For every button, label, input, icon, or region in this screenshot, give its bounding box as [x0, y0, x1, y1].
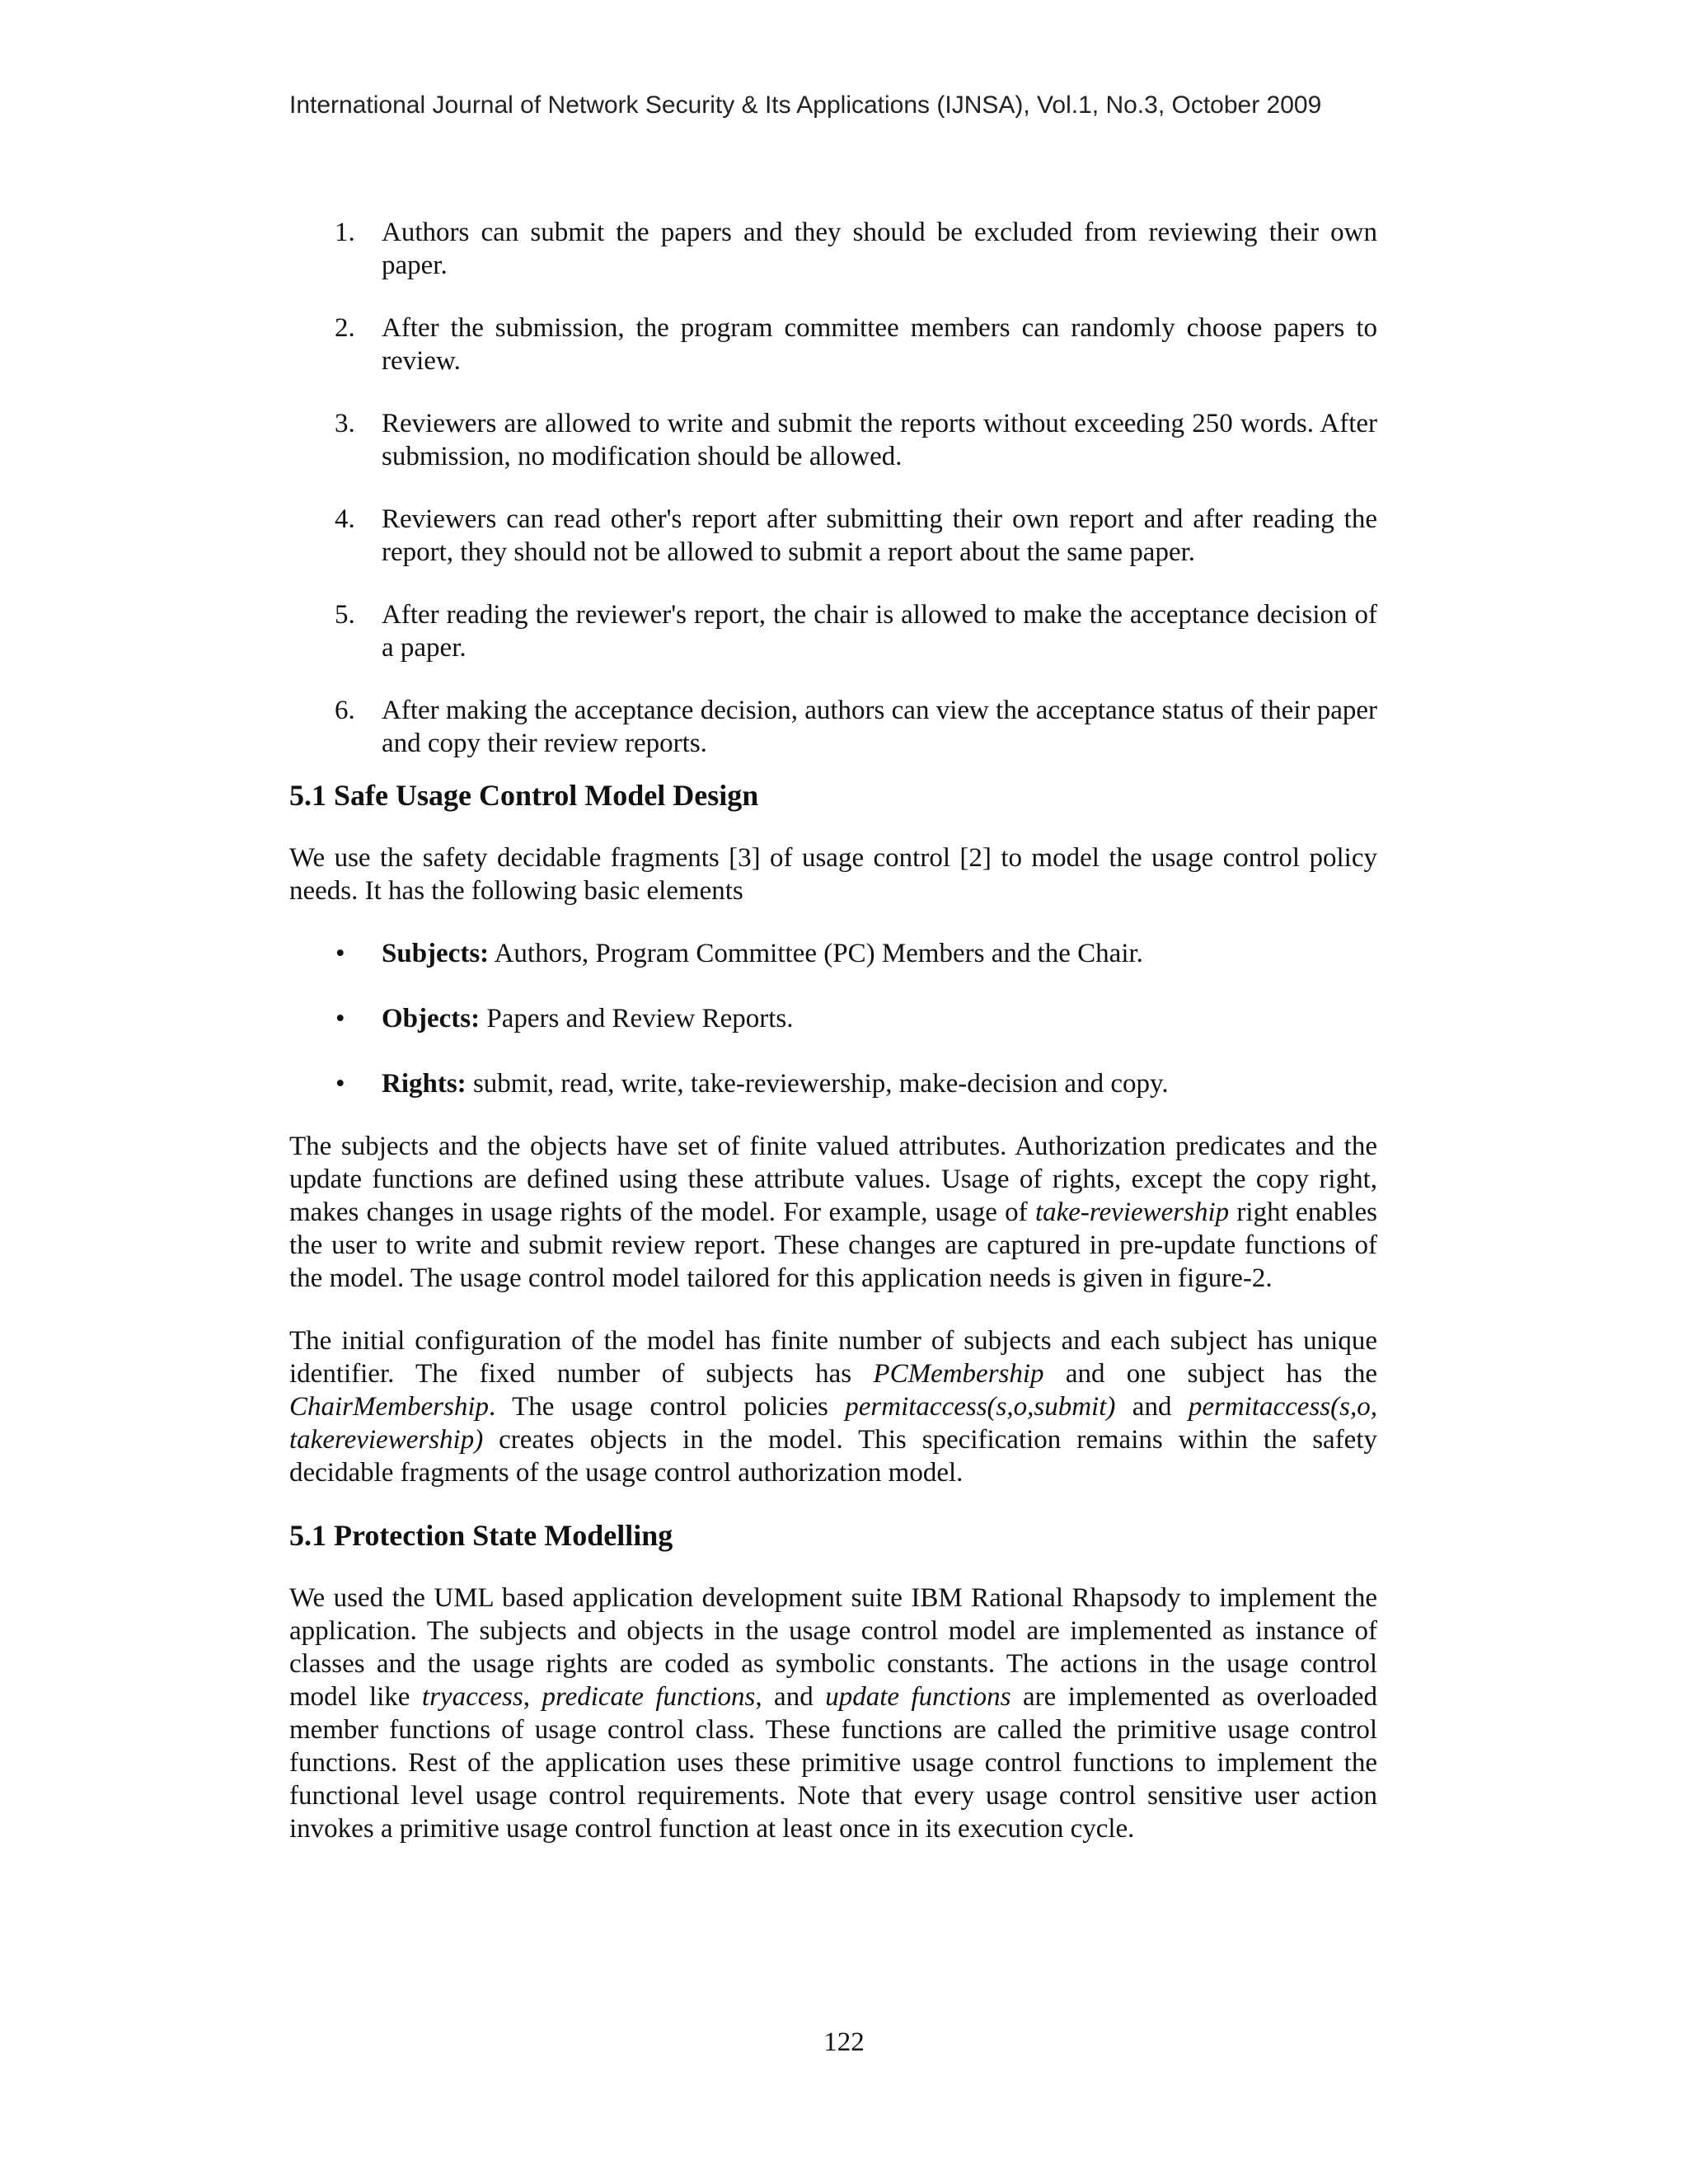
list-item: [289, 598, 1377, 664]
paragraph-attributes: [289, 1130, 1377, 1295]
bullet-desc: Authors, Program Committee (PC) Members and the Chair.: [489, 939, 1143, 968]
text-run: creates objects in the model. This specification remains within the safety decidable fragments of the usage control authorization model.: [289, 1425, 1377, 1488]
bullet-desc: submit, read, write, take-reviewership, make-decision and copy.: [466, 1069, 1169, 1099]
list-item: [289, 312, 1377, 377]
italic-term: permitaccess(s,o,submit): [845, 1392, 1116, 1422]
elements-list: [289, 937, 1377, 1100]
text-run: We used the UML based application development suite IBM Rational Rhapsody to implement the application. The subjects and objects in the usage control model are implemented as instance of classes and the usage rights are coded as symbolic constants. The actions in the usage control model like: [289, 1583, 1377, 1712]
requirements-list: [289, 216, 1377, 760]
bullet-term: Rights:: [382, 1069, 467, 1099]
bullet-term: Subjects:: [382, 939, 490, 968]
bullet-desc: Papers and Review Reports.: [480, 1004, 794, 1033]
list-number: 6.: [335, 696, 355, 725]
bullet-item-rights: [289, 1067, 1377, 1100]
bullet-icon: •: [335, 1069, 345, 1099]
list-item-text: After making the acceptance decision, authors can view the acceptance status of their paper and copy their review reports.: [382, 696, 1377, 758]
list-number: 1.: [335, 218, 355, 247]
italic-term: ChairMembership: [289, 1392, 489, 1422]
text-run: ,: [523, 1682, 542, 1712]
running-header: International Journal of Network Security & Its Applications (IJNSA), Vol.1, No.3, October 2009: [289, 91, 1322, 119]
bullet-icon: •: [335, 939, 345, 968]
text-run: The subjects and the objects have set of finite valued attributes. Authorization predicates and the update functions are defined using these attribute values. Usage of rights, except the copy right, makes changes in usage rights of the model. For example, usage of: [289, 1132, 1377, 1227]
section-heading-protection-state: 5.1 Protection State Modelling: [289, 1519, 673, 1552]
list-item-text: Authors can submit the papers and they should be excluded from reviewing their own paper.: [382, 218, 1377, 280]
paragraph-implementation: [289, 1582, 1377, 1845]
list-item-text: Reviewers can read other's report after submitting their own report and after reading the report, they should not be allowed to submit a report about the same paper.: [382, 504, 1377, 567]
paragraph-initial-configuration: [289, 1324, 1377, 1489]
page-body: [289, 216, 1377, 1875]
list-item: [289, 503, 1377, 569]
list-number: 5.: [335, 600, 355, 630]
text-run: are implemented as overloaded member functions of usage control class. These functions are called the primitive usage control functions. Rest of the application uses these primitive usage control functions to implement the functional level usage control requirements. Note that every usage control sensitive user action invokes a primitive usage control function at least once in its execution cycle.: [289, 1682, 1378, 1844]
list-item: [289, 407, 1377, 473]
italic-term: permitaccess(s,o, takereviewership): [289, 1392, 1377, 1455]
list-number: 3.: [335, 409, 355, 438]
bullet-term: Objects:: [382, 1004, 481, 1033]
text-run: and: [1115, 1392, 1189, 1422]
text-run: , and: [755, 1682, 826, 1712]
bullet-item-objects: [289, 1002, 1377, 1035]
italic-term: take-reviewership: [1034, 1197, 1230, 1227]
italic-term: tryaccess: [421, 1682, 523, 1712]
list-item: [289, 694, 1377, 760]
text-run: The initial configuration of the model has finite number of subjects and each subject has unique identifier. The fixed number of subjects has: [289, 1326, 1377, 1389]
italic-term: predicate functions: [542, 1682, 756, 1712]
text-run: . The usage control policies: [489, 1392, 846, 1422]
italic-term: PCMembership: [873, 1359, 1044, 1389]
section-heading-model-design: 5.1 Safe Usage Control Model Design: [289, 779, 759, 812]
paragraph-intro: We use the safety decidable fragments [3] of usage control [2] to model the usage control policy needs. It has the following basic elements: [289, 843, 1377, 906]
bullet-icon: •: [335, 1004, 345, 1033]
list-number: 2.: [335, 313, 355, 343]
page-number: 122: [823, 2027, 865, 2057]
bullet-item-subjects: [289, 937, 1377, 970]
text-run: right enables the user to write and submit review report. These changes are captured in pre-update functions of the model. The usage control model tailored for this application needs is given in figure-2.: [289, 1197, 1377, 1293]
list-number: 4.: [335, 504, 355, 534]
text-run: and one subject has the: [1043, 1359, 1377, 1389]
italic-term: update functions: [825, 1682, 1011, 1712]
list-item-text: Reviewers are allowed to write and submit the reports without exceeding 250 words. After submission, no modification should be allowed.: [382, 409, 1377, 471]
list-item-text: After reading the reviewer's report, the chair is allowed to make the acceptance decision of a paper.: [382, 600, 1377, 663]
list-item: [289, 216, 1377, 282]
list-item-text: After the submission, the program committee members can randomly choose papers to review.: [382, 313, 1377, 376]
